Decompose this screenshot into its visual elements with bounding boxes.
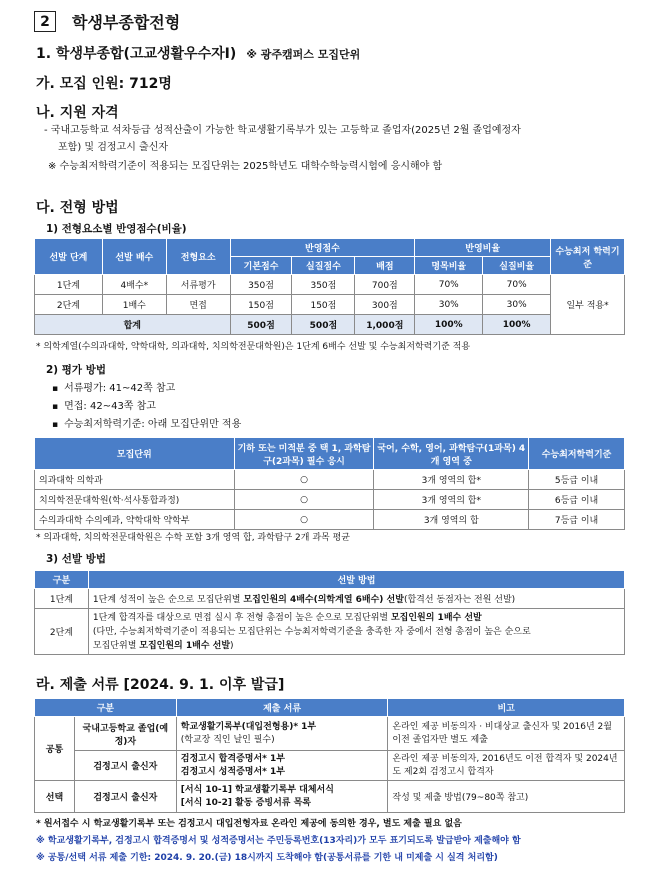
selection-table	[34, 570, 625, 655]
th-stage: 선발 단계	[35, 239, 103, 275]
cell: 치의학전문대학원(학·석사통합과정)	[35, 490, 235, 510]
note-line: ※ 공통/선택 서류 제출 기한: 2024. 9. 20.(금) 18시까지 도착해야 함(공통서류를 기한 내 미제출 시 실격 처리함)	[36, 853, 498, 863]
text: (합격선 동점자는 전원 선발)	[403, 595, 516, 605]
th-ratio: 반영비율	[415, 239, 551, 257]
th-min-standard: 수능최저 학력기준	[551, 239, 625, 275]
text: 모집단위별	[92, 640, 140, 651]
cell: 350점	[230, 275, 292, 295]
cell: 면접	[166, 295, 230, 315]
da-sub-1: 1) 전형요소별 반영점수(비율)	[46, 223, 187, 235]
heading-1-title: 1. 학생부종합(고교생활우수자Ⅰ)	[36, 46, 237, 62]
min-standard-table	[34, 437, 625, 530]
cell: ○	[234, 490, 374, 510]
documents-table	[34, 698, 625, 813]
cell: 3개 영역의 합*	[374, 490, 529, 510]
list-item: ▪ 서류평가: 41~42쪽 참고	[52, 380, 241, 398]
th-requirement: 기하 또는 미적분 중 택 1, 과학탐구(2과목) 필수 응시	[234, 438, 374, 470]
text-bold: 모집인원의 4배수(의학계열 6배수) 선발	[243, 595, 404, 605]
cell: 150점	[230, 295, 292, 315]
th-nominal: 명목비율	[415, 257, 483, 275]
line	[93, 639, 622, 653]
text: 1단계 합격자를 대상으로 면접 실시 후 전형 총점이 높은 순으로 모집단위별	[92, 612, 391, 623]
select-label: 선택	[35, 781, 75, 813]
da-sub-2: 2) 평가 방법	[46, 364, 106, 376]
na-line-3: ※ 수능최저학력기준이 적용되는 모집단위는 2025학년도 대학수학능력시험에 응시해야 함	[48, 161, 443, 172]
th-docs: 제출 서류	[176, 699, 388, 717]
line: (다만, 수능최저학력기준이 적용되는 모집단위는 수능최저학력기준을 충족한 자 중에서 전형 총점이 높은 순으로	[92, 626, 531, 637]
cell: 300점	[355, 295, 415, 315]
heading-ra: 라. 제출 서류 [2024. 9. 1. 이후 발급]	[36, 677, 285, 693]
note-line: ※ 학교생활기록부, 검정고시 합격증명서 및 성적증명서는 주민등록번호(13자리)가 모두 표기되도록 발급받아 제출해야 함	[36, 836, 521, 846]
na-line-2: 포함) 및 검정고시 출신자	[58, 142, 169, 153]
list-item: ▪ 면접: 42~43쪽 참고	[52, 398, 241, 416]
cell: 검정고시 출신자	[74, 751, 176, 781]
da-sub-3: 3) 선발 방법	[46, 553, 106, 565]
cell: 500점	[230, 315, 292, 335]
table-row	[35, 470, 625, 490]
cell: 350점	[292, 275, 355, 295]
cell: 작성 및 제출 방법(79~80쪽 참고)	[388, 781, 625, 813]
na-line-1: - 국내고등학교 석차등급 성적산출이 가능한 학교생활기록부가 있는 고등학교 졸업자(2025년 2월 졸업예정자	[44, 125, 521, 136]
th-score: 반영점수	[230, 239, 415, 257]
cell: 1배수	[102, 295, 166, 315]
section-title: 학생부종합전형	[72, 13, 181, 32]
text: )	[230, 640, 234, 651]
cell: 30%	[415, 295, 483, 315]
line: 검정고시 성적증명서* 1부	[180, 766, 285, 777]
cell: 7등급 이내	[529, 510, 625, 530]
th-element: 전형요소	[166, 239, 230, 275]
cell: 70%	[483, 275, 551, 295]
cell: 국내고등학교 졸업(예정)자	[74, 717, 176, 751]
cell: 700점	[355, 275, 415, 295]
section-number: 2	[40, 13, 50, 30]
line: [서식 10-2] 활동 증빙서류 목록	[180, 797, 311, 808]
cell: 의과대학 의학과	[35, 470, 235, 490]
cell: 70%	[415, 275, 483, 295]
ra-notes	[36, 816, 636, 867]
heading-na: 나. 지원 자격	[36, 105, 119, 121]
table-row	[35, 510, 625, 530]
cell: 서류평가	[166, 275, 230, 295]
table-row	[35, 609, 625, 655]
cell: 30%	[483, 295, 551, 315]
table-row	[35, 295, 625, 315]
section-number-box	[34, 11, 56, 32]
th-multiple: 선발 배수	[102, 239, 166, 275]
cell: 5등급 이내	[529, 470, 625, 490]
sum-label: 합계	[35, 315, 231, 335]
cell	[176, 751, 388, 781]
heading-1-note: ※ 광주캠퍼스 모집단위	[246, 48, 361, 61]
cell: 온라인 제공 비동의자, 2016년도 이전 합격자 및 2024년도 제2회 검정고시 합격자	[388, 751, 625, 781]
table-row	[35, 275, 625, 295]
line: 검정고시 합격증명서* 1부	[180, 753, 285, 764]
sum-row	[35, 315, 625, 335]
cell	[176, 717, 388, 751]
th-method: 선발 방법	[88, 571, 624, 589]
th-actual: 실질점수	[292, 257, 355, 275]
cell: 1,000점	[355, 315, 415, 335]
cell: 4배수*	[102, 275, 166, 295]
th-min: 수능최저학력기준	[529, 438, 625, 470]
table-row	[35, 490, 625, 510]
cell: 2단계	[35, 609, 89, 655]
score-table	[34, 238, 625, 335]
cell	[176, 781, 388, 813]
heading-ga: 가. 모집 인원: 712명	[36, 76, 172, 92]
table-row	[35, 717, 625, 751]
da-note-2: * 의과대학, 치의학전문대학원은 수학 포함 3개 영역 합, 과학탐구 2개 과목 평균	[36, 533, 350, 543]
eval-list	[52, 380, 241, 434]
cell: 검정고시 출신자	[74, 781, 176, 813]
th-actual-ratio: 실질비율	[483, 257, 551, 275]
cell: 6등급 이내	[529, 490, 625, 510]
line: (학교장 직인 날인 필수)	[180, 734, 275, 745]
cell: 수의과대학 수의예과, 약학대학 약학부	[35, 510, 235, 530]
cell: 2단계	[35, 295, 103, 315]
table-row	[35, 781, 625, 813]
common-label: 공통	[35, 717, 75, 781]
heading-da: 다. 전형 방법	[36, 200, 119, 216]
th-base: 기본점수	[230, 257, 292, 275]
cell: 3개 영역의 합*	[374, 470, 529, 490]
th-division: 구분	[35, 571, 89, 589]
list-item: ▪ 수능최저학력기준: 아래 모집단위만 적용	[52, 416, 241, 434]
line	[93, 611, 622, 625]
cell	[88, 609, 624, 655]
text-bold: 모집인원의 1배수 선발	[390, 612, 482, 623]
table-row	[35, 751, 625, 781]
line: 학교생활기록부(대입전형용)* 1부	[180, 721, 317, 732]
cell: 100%	[483, 315, 551, 335]
table-row	[35, 589, 625, 609]
cell: ○	[234, 510, 374, 530]
cell: 1단계	[35, 589, 89, 609]
cell	[88, 589, 624, 609]
cell: 온라인 제공 비동의자 · 비대상교 출신자 및 2016년 2월 이전 졸업자만 별도 제출	[388, 717, 625, 751]
th-note: 비고	[388, 699, 625, 717]
text-bold: 모집인원의 1배수 선발	[139, 640, 231, 651]
cell: 1단계	[35, 275, 103, 295]
min-standard-value: 일부 적용*	[551, 275, 625, 335]
th-unit: 모집단위	[35, 438, 235, 470]
line: [서식 10-1] 학교생활기록부 대체서식	[180, 784, 334, 795]
cell: 500점	[292, 315, 355, 335]
th-alloc: 배점	[355, 257, 415, 275]
text: 1단계 성적이 높은 순으로 모집단위별	[92, 595, 244, 605]
note-line: * 원서접수 시 학교생활기록부 또는 검정고시 대입전형자료 온라인 제공에 동의한 경우, 별도 제출 필요 없음	[36, 819, 462, 829]
heading-1	[36, 43, 360, 63]
th-division: 구분	[35, 699, 177, 717]
cell: 150점	[292, 295, 355, 315]
th-areas: 국어, 수학, 영어, 과학탐구(1과목) 4개 영역 중	[374, 438, 529, 470]
cell: 100%	[415, 315, 483, 335]
da-note-1: * 의학계열(수의과대학, 약학대학, 의과대학, 치의학전문대학원)은 1단계 6배수 선발 및 수능최저학력기준 적용	[36, 342, 471, 352]
cell: 3개 영역의 합	[374, 510, 529, 530]
cell: ○	[234, 470, 374, 490]
